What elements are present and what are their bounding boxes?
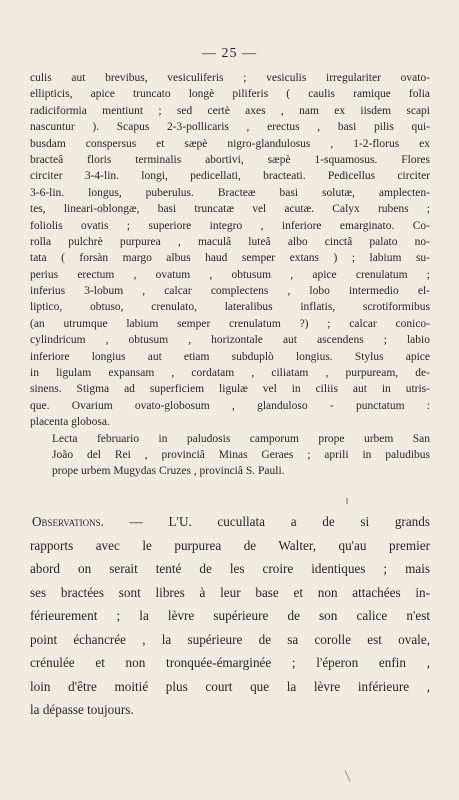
text-line: culis aut brevibus, vesiculiferis ; vesiculis irregulariter ovato- (30, 72, 430, 84)
text-line: sinens. Stigma ad superficiem ligulæ vel in ciliis aut in utris- (30, 383, 430, 396)
text-line: que. Ovarium ovato-globosum , glanduloso - punctatum : (30, 399, 430, 412)
text-line: 3-6-lin. longus, puberulus. Bracteæ basi solutæ, amplecten- (30, 186, 430, 199)
text-line: férieurement ; la lèvre supérieure de son calice n'est (30, 608, 430, 623)
text-line: ses bractées sont libres à leur base et non attachées in- (30, 584, 430, 600)
text-line: ellipticis, apice truncato longè piliferis ( caulis ramique folia (30, 88, 430, 101)
text-line: circiter 3-4-lin. longi, pedicellati, bracteati. Pedicellus circiter (30, 170, 430, 183)
text-line: inferiore longius aut etiam subduplò longius. Stylus apice (30, 350, 430, 363)
text-line: nascuntur ). Scapus 2-3-pollicaris , erectus , basi pilis qui- (30, 121, 430, 134)
text-line: cylindricum , obtusum , horizontale aut ascendens ; labio (30, 334, 430, 347)
text-line: (an utrumque labium semper crenulatum ?) ; calcar conico- (30, 317, 430, 330)
printing-mark (345, 770, 351, 781)
text-line: bracteâ floris terminalis abortivi, sæpè 1-squamosus. Flores (30, 153, 430, 166)
text-line: abord on serait tenté de les croire identiques ; mais (30, 561, 430, 576)
text-line: in ligulam expansam , cordatam , ciliatam , purpuream, de- (30, 367, 430, 380)
text-line: tes, lineari-oblongæ, basi truncatæ vel acutæ. Calyx rubens ; (30, 203, 430, 216)
text-line: inferius 3-lobum , calcar complectens , lobo intermedio el- (30, 285, 430, 298)
text-line: liptico, obtuso, crenulato, lateralibus inflatis, scrotiformibus (30, 301, 430, 314)
habitat-line: João del Rei , provinciâ Minas Geraes ; aprili in paludibus (52, 448, 430, 461)
observations-first-line (30, 510, 430, 534)
text-line: — L'U. cucullata a de si grands (129, 514, 430, 529)
habitat-line: prope urbem Mugydas Cruzes , provinciâ S. Pauli. (52, 465, 285, 478)
text-line: placenta globosa. (30, 416, 110, 429)
text-line: point échancrée , la supérieure de sa corolle est ovale, (30, 631, 430, 647)
page-number: — 25 — (202, 46, 257, 61)
habitat-line: Lecta februario in paludosis camporum prope urbem San (52, 432, 430, 445)
latin-description (30, 70, 430, 480)
observations-paragraph (30, 510, 430, 722)
text-line: tata ( forsàn margo albus haud semper extans ) ; labium su- (30, 252, 430, 265)
text-line: loin d'être moitié plus court que la lèvre inférieure , (30, 678, 430, 694)
printing-mark (346, 498, 348, 504)
text-line: busdam conspersus et sæpè nigro-glandulosus , 1-2-florus ex (30, 137, 430, 150)
text-line: perius erectum , ovatum , obtusum , apice crenulatum ; (30, 268, 430, 281)
text-line: rapports avec le purpurea de Walter, qu'au premier (30, 537, 430, 553)
text-line: crénulée et non tronquée-émarginée ; l'éperon enfin , (30, 655, 430, 670)
text-line: foliolis ovatis ; superiore integro , inferiore emarginato. Co- (30, 219, 430, 232)
text-line: rolla pulchrè purpurea , maculâ luteâ albo cinctâ palato no- (30, 235, 430, 248)
text-line: la dépasse toujours. (30, 702, 134, 717)
observations-heading: Observations. (32, 514, 104, 529)
text-line: radiciformia mentiunt ; sed certè axes , nam ex iisdem scapi (30, 104, 430, 117)
